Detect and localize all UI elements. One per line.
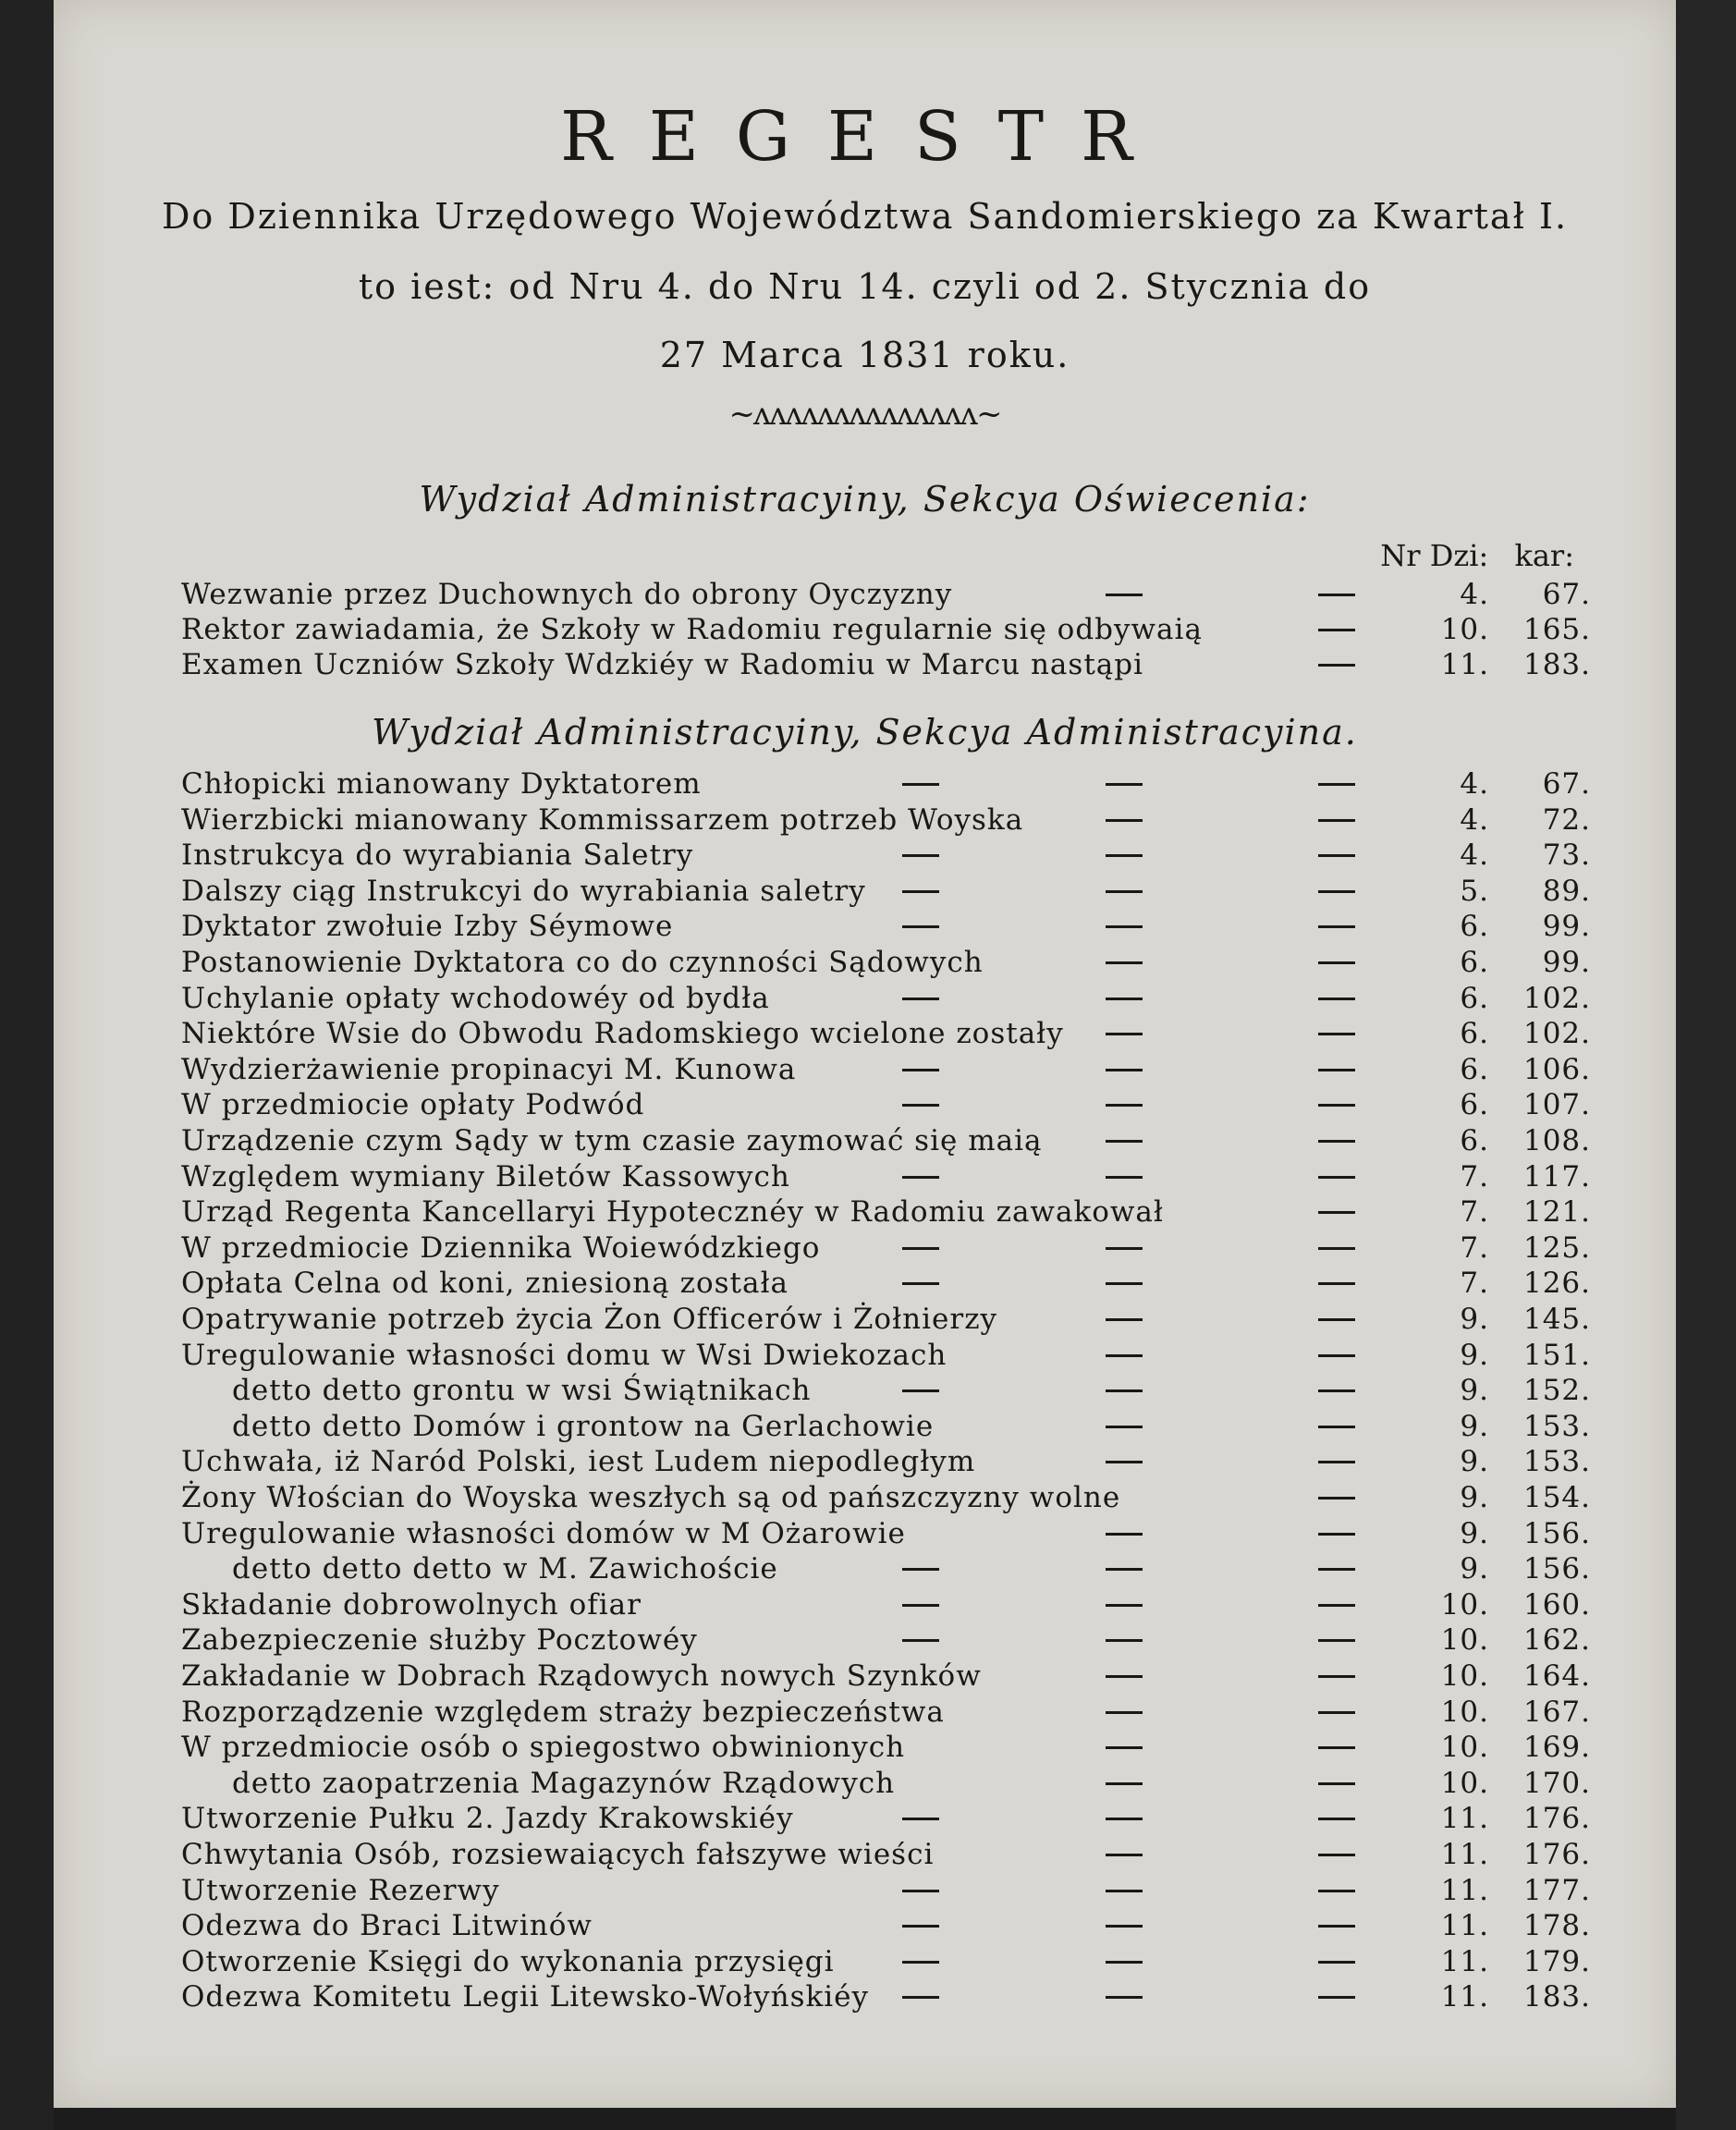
leader-dash: [1318, 1961, 1355, 1964]
entry-title: Rektor zawiadamia, że Szkoły w Radomiu regularnie się odbywaią: [181, 613, 1203, 646]
leader-dash: [902, 854, 939, 857]
leader-dash: [1318, 1176, 1355, 1179]
section-heading-administracyina: Wydział Administracyiny, Sekcya Administracyina.: [372, 712, 1358, 753]
list-item: [181, 875, 1595, 910]
book-binding-edge: [0, 0, 54, 2130]
entry-number: 9.: [1460, 1374, 1489, 1408]
entry-page: 107.: [1522, 1088, 1591, 1122]
leader-dash: [902, 1568, 939, 1571]
entry-number: 9.: [1460, 1338, 1489, 1372]
leader-dash: [1318, 1533, 1355, 1536]
leader-dash: [1318, 1247, 1355, 1250]
entry-title: Dalszy ciąg Instrukcyi do wyrabiania saletry: [181, 874, 866, 908]
entry-page: 117.: [1522, 1159, 1591, 1194]
leader-dash: [902, 1176, 939, 1179]
entry-number: 6.: [1460, 946, 1489, 979]
leader-dash: [902, 1282, 939, 1285]
entry-page: 102.: [1522, 1017, 1591, 1051]
leader-dash: [1106, 1140, 1143, 1143]
list-item: [181, 1017, 1595, 1052]
list-item: [181, 803, 1595, 839]
entry-page: 160.: [1522, 1587, 1591, 1622]
entry-page: 99.: [1542, 946, 1591, 979]
leader-dash: [902, 998, 939, 1000]
leader-dash: [1106, 783, 1143, 786]
entry-page: 153.: [1522, 1409, 1591, 1443]
leader-dash: [902, 1247, 939, 1250]
leader-dash: [1106, 1069, 1143, 1071]
entry-page: 162.: [1522, 1623, 1591, 1658]
list-item: [181, 1160, 1595, 1195]
entry-number: 10.: [1440, 1623, 1489, 1658]
leader-dash: [1106, 998, 1143, 1000]
entry-page: 183.: [1522, 1980, 1591, 2014]
list-item: [181, 910, 1595, 945]
list-item: [181, 839, 1595, 874]
leader-dash: [1318, 1033, 1355, 1035]
list-item: [181, 1303, 1595, 1338]
column-header-nr: Nr Dzi:: [1380, 538, 1489, 573]
entry-title: W przedmiocie Dziennika Woiewódzkiego: [181, 1230, 821, 1265]
entry-number: 10.: [1440, 1587, 1489, 1622]
entry-number: 7.: [1460, 1159, 1489, 1194]
entry-title: Uchylanie opłaty wchodowéy od bydła: [181, 981, 770, 1015]
entry-number: 6.: [1460, 1124, 1489, 1157]
leader-dash: [902, 1890, 939, 1892]
entry-page: 126.: [1522, 1267, 1591, 1301]
leader-dash: [1106, 819, 1143, 822]
leader-dash: [1318, 1354, 1355, 1357]
leader-dash: [1106, 1639, 1143, 1642]
entry-title: Zakładanie w Dobrach Rządowych nowych Szynków: [181, 1659, 982, 1693]
list-item: [181, 1339, 1595, 1374]
entry-page: 156.: [1522, 1552, 1591, 1586]
list-item: [181, 1552, 1595, 1587]
entry-title: W przedmiocie opłaty Podwód: [181, 1088, 645, 1122]
list-item: [181, 1659, 1595, 1695]
entry-page: 154.: [1522, 1481, 1591, 1514]
entry-title: Otworzenie Księgi do wykonania przysięgi: [181, 1944, 835, 1978]
entry-number: 11.: [1440, 1802, 1489, 1836]
entry-page: 178.: [1522, 1909, 1591, 1943]
leader-dash: [1318, 1925, 1355, 1928]
leader-dash: [902, 1925, 939, 1928]
leader-dash: [1318, 783, 1355, 786]
leader-dash: [1106, 1318, 1143, 1321]
entry-number: 10.: [1440, 1695, 1489, 1729]
leader-dash: [902, 1996, 939, 1999]
ornament-divider: ~ʌʌʌʌʌʌʌʌʌʌʌʌʌʌ~: [728, 396, 1001, 433]
list-item: [181, 1088, 1595, 1123]
entry-title: Względem wymiany Biletów Kassowych: [181, 1159, 790, 1194]
entry-number: 9.: [1460, 1445, 1489, 1479]
entry-page: 72.: [1542, 802, 1591, 837]
entry-page: 176.: [1522, 1838, 1591, 1871]
entry-page: 152.: [1522, 1374, 1591, 1408]
entry-page: 156.: [1522, 1516, 1591, 1550]
leader-dash: [1106, 1389, 1143, 1392]
leader-dash: [1318, 1711, 1355, 1714]
leader-dash: [1318, 925, 1355, 928]
leader-dash: [902, 1389, 939, 1392]
document-page: [54, 0, 1676, 2108]
leader-dash: [902, 890, 939, 893]
entry-title: Chwytania Osób, rozsiewaiących fałszywe wieści: [181, 1838, 935, 1871]
list-item: [181, 1053, 1595, 1088]
list-item: [181, 1731, 1595, 1766]
list-item: [181, 1838, 1595, 1873]
entry-number: 4.: [1460, 802, 1489, 837]
entry-title: Examen Uczniów Szkoły Wdzkiéy w Radomiu w Marcu nastąpi: [181, 648, 1144, 681]
entry-page: 169.: [1522, 1731, 1591, 1765]
leader-dash: [1106, 1104, 1143, 1107]
background-right: [1676, 0, 1736, 2130]
entry-number: 9.: [1460, 1516, 1489, 1550]
entry-number: 9.: [1460, 1303, 1489, 1336]
entry-number: 6.: [1460, 981, 1489, 1015]
entry-number: 10.: [1440, 613, 1489, 646]
list-item: [181, 1195, 1595, 1230]
leader-dash: [1318, 1461, 1355, 1463]
entry-page: 73.: [1542, 839, 1591, 873]
entry-page: 102.: [1522, 981, 1591, 1015]
leader-dash: [1318, 961, 1355, 964]
entry-title: detto detto grontu w wsi Świątnikach: [232, 1374, 812, 1408]
entry-page: 108.: [1522, 1124, 1591, 1157]
entry-page: 89.: [1542, 874, 1591, 908]
entry-number: 9.: [1460, 1481, 1489, 1514]
leader-dash: [1318, 1604, 1355, 1607]
leader-dash: [1106, 1890, 1143, 1892]
list-item: [181, 613, 1595, 648]
entry-title: Niektóre Wsie do Obwodu Radomskiego wcielone zostały: [181, 1017, 1064, 1051]
leader-dash: [1318, 1639, 1355, 1642]
entry-page: 153.: [1522, 1445, 1591, 1479]
entry-number: 10.: [1440, 1766, 1489, 1800]
list-item: [181, 1802, 1595, 1837]
entry-title: Dyktator zwołuie Izby Séymowe: [181, 910, 674, 944]
leader-dash: [1106, 1533, 1143, 1536]
entry-number: 6.: [1460, 1088, 1489, 1122]
leader-dash: [1106, 854, 1143, 857]
leader-dash: [902, 925, 939, 928]
entry-title: Żony Włościan do Woyska weszłych są od pańszczyzny wolne: [181, 1481, 1121, 1514]
leader-dash: [1318, 854, 1355, 857]
leader-dash: [1318, 998, 1355, 1000]
list-item: [181, 1945, 1595, 1980]
list-item: [181, 1767, 1595, 1802]
entry-number: 6.: [1460, 910, 1489, 944]
entry-title: Uregulowanie własności domów w M Ożarowie: [181, 1516, 906, 1550]
leader-dash: [1318, 1818, 1355, 1820]
entry-page: 121.: [1522, 1195, 1591, 1230]
leader-dash: [1318, 1746, 1355, 1749]
subtitle-line-2: to iest: od Nru 4. do Nru 14. czyli od 2. Stycznia do: [358, 266, 1372, 307]
list-item: [181, 1231, 1595, 1267]
entry-title: detto detto Domów i grontow na Gerlachowie: [232, 1409, 935, 1443]
leader-dash: [1106, 1711, 1143, 1714]
leader-dash: [1106, 1961, 1143, 1964]
entry-number: 11.: [1440, 648, 1489, 681]
entry-number: 4.: [1460, 839, 1489, 873]
list-item: [181, 1410, 1595, 1445]
leader-dash: [1106, 594, 1143, 596]
leader-dash: [1318, 1890, 1355, 1892]
leader-dash: [1106, 1996, 1143, 1999]
entry-number: 9.: [1460, 1552, 1489, 1586]
entry-number: 6.: [1460, 1052, 1489, 1086]
entry-title: Postanowienie Dyktatora co do czynności Sądowych: [181, 946, 984, 979]
leader-dash: [1318, 1568, 1355, 1571]
entry-number: 11.: [1440, 1944, 1489, 1978]
list-item: [181, 648, 1595, 683]
leader-dash: [1318, 629, 1355, 631]
entry-page: 145.: [1522, 1303, 1591, 1336]
leader-dash: [1106, 1247, 1143, 1250]
list-item: [181, 1980, 1595, 2015]
entry-title: Utworzenie Rezerwy: [181, 1873, 500, 1907]
entry-title: Zabezpieczenie służby Pocztowéy: [181, 1623, 698, 1658]
entry-number: 7.: [1460, 1267, 1489, 1301]
leader-dash: [1106, 1282, 1143, 1285]
leader-dash: [1318, 1389, 1355, 1392]
entry-page: 125.: [1522, 1230, 1591, 1265]
list-item: [181, 1695, 1595, 1731]
leader-dash: [1106, 961, 1143, 964]
entry-number: 5.: [1460, 874, 1489, 908]
leader-dash: [1318, 890, 1355, 893]
entry-page: 67.: [1542, 767, 1591, 801]
entry-title: Odezwa do Braci Litwinów: [181, 1909, 593, 1943]
leader-dash: [902, 1818, 939, 1820]
leader-dash: [1318, 1069, 1355, 1071]
entry-number: 11.: [1440, 1873, 1489, 1907]
leader-dash: [1318, 1318, 1355, 1321]
list-item: [181, 1874, 1595, 1909]
entry-number: 11.: [1440, 1909, 1489, 1943]
list-item: [181, 1588, 1595, 1623]
leader-dash: [1318, 1426, 1355, 1428]
entry-title: Instrukcya do wyrabiania Saletry: [181, 839, 694, 873]
list-item: [181, 767, 1595, 802]
entry-page: 183.: [1522, 648, 1591, 681]
list-item: [181, 1517, 1595, 1552]
leader-dash: [1106, 1782, 1143, 1785]
entry-page: 170.: [1522, 1766, 1591, 1800]
page-title: REGESTR: [560, 97, 1169, 177]
list-item: [181, 946, 1595, 981]
entry-number: 9.: [1460, 1409, 1489, 1443]
leader-dash: [1318, 1782, 1355, 1785]
entry-title: detto detto detto w M. Zawichoście: [232, 1552, 778, 1586]
list-item: [181, 1267, 1595, 1302]
list-item: [181, 1374, 1595, 1409]
leader-dash: [902, 1604, 939, 1607]
entry-number: 10.: [1440, 1659, 1489, 1693]
entry-title: Odezwa Komitetu Legii Litewsko-Wołyńskiéy: [181, 1980, 870, 2014]
entry-page: 179.: [1522, 1944, 1591, 1978]
column-header-kar: kar:: [1514, 538, 1574, 573]
list-item: [181, 1909, 1595, 1944]
entry-page: 67.: [1542, 578, 1591, 611]
leader-dash: [1106, 1604, 1143, 1607]
leader-dash: [1106, 890, 1143, 893]
entry-page: 99.: [1542, 910, 1591, 944]
entry-page: 167.: [1522, 1695, 1591, 1729]
list-item: [181, 1445, 1595, 1480]
entry-title: Urządzenie czym Sądy w tym czasie zaymować się maią: [181, 1124, 1043, 1157]
leader-dash: [1106, 1854, 1143, 1856]
leader-dash: [1318, 1854, 1355, 1856]
entry-page: 106.: [1522, 1052, 1591, 1086]
entry-page: 165.: [1522, 613, 1591, 646]
entry-title: Wierzbicki mianowany Kommissarzem potrzeb Woyska: [181, 802, 1024, 837]
entry-page: 164.: [1522, 1659, 1591, 1693]
leader-dash: [1318, 1996, 1355, 1999]
leader-dash: [1318, 819, 1355, 822]
entry-number: 4.: [1460, 767, 1489, 801]
leader-dash: [902, 1069, 939, 1071]
leader-dash: [1318, 1104, 1355, 1107]
entry-title: Wezwanie przez Duchownych do obrony Oyczyzny: [181, 578, 953, 611]
section-heading-oswiecenia: Wydział Administracyiny, Sekcya Oświecenia:: [419, 479, 1311, 520]
entry-title: Składanie dobrowolnych ofiar: [181, 1587, 642, 1622]
leader-dash: [902, 1104, 939, 1107]
list-item: [181, 1124, 1595, 1159]
leader-dash: [1106, 1675, 1143, 1678]
leader-dash: [1106, 1354, 1143, 1357]
leader-dash: [1318, 1497, 1355, 1500]
subtitle-line-3: 27 Marca 1831 roku.: [659, 335, 1070, 375]
leader-dash: [1106, 1176, 1143, 1179]
leader-dash: [902, 783, 939, 786]
leader-dash: [1106, 1818, 1143, 1820]
entry-number: 7.: [1460, 1195, 1489, 1230]
entry-title: Rozporządzenie względem straży bezpieczeństwa: [181, 1695, 945, 1729]
leader-dash: [902, 1961, 939, 1964]
leader-dash: [1318, 594, 1355, 596]
leader-dash: [1318, 1675, 1355, 1678]
entry-number: 6.: [1460, 1017, 1489, 1051]
leader-dash: [1318, 664, 1355, 667]
entry-title: Opatrywanie potrzeb życia Żon Officerów i Żołnierzy: [181, 1303, 998, 1336]
entry-title: Utworzenie Pułku 2. Jazdy Krakowskiéy: [181, 1802, 794, 1836]
subtitle-line-1: Do Dziennika Urzędowego Województwa Sandomierskiego za Kwartał I.: [161, 196, 1569, 237]
entry-title: Wydzierżawienie propinacyi M. Kunowa: [181, 1052, 797, 1086]
entry-number: 11.: [1440, 1980, 1489, 2014]
entry-number: 7.: [1460, 1230, 1489, 1265]
entry-title: detto zaopatrzenia Magazynów Rządowych: [232, 1766, 896, 1800]
leader-dash: [1106, 1461, 1143, 1463]
list-item: [181, 1481, 1595, 1516]
entry-title: Uregulowanie własności domu w Wsi Dwiekozach: [181, 1338, 947, 1372]
leader-dash: [902, 1639, 939, 1642]
entry-page: 151.: [1522, 1338, 1591, 1372]
list-item: [181, 1623, 1595, 1659]
entry-title: Urząd Regenta Kancellaryi Hypotecznéy w Radomiu zawakował: [181, 1195, 1164, 1230]
entry-title: Opłata Celna od koni, zniesioną została: [181, 1267, 789, 1301]
leader-dash: [1318, 1282, 1355, 1285]
entry-number: 4.: [1460, 578, 1489, 611]
entry-title: Uchwała, iż Naród Polski, iest Ludem niepodległym: [181, 1445, 976, 1479]
leader-dash: [1106, 925, 1143, 928]
entry-page: 177.: [1522, 1873, 1591, 1907]
leader-dash: [1106, 1426, 1143, 1428]
entry-number: 11.: [1440, 1838, 1489, 1871]
column-header: [1363, 538, 1574, 573]
leader-dash: [1106, 1568, 1143, 1571]
entry-page: 176.: [1522, 1802, 1591, 1836]
entry-title: Chłopicki mianowany Dyktatorem: [181, 767, 702, 801]
leader-dash: [1106, 1746, 1143, 1749]
leader-dash: [1318, 1140, 1355, 1143]
leader-dash: [1318, 1211, 1355, 1214]
list-item: [181, 578, 1595, 613]
entry-title: W przedmiocie osób o spiegostwo obwinionych: [181, 1731, 906, 1765]
list-item: [181, 982, 1595, 1017]
entry-number: 10.: [1440, 1731, 1489, 1765]
leader-dash: [1106, 1033, 1143, 1035]
leader-dash: [1106, 1925, 1143, 1928]
